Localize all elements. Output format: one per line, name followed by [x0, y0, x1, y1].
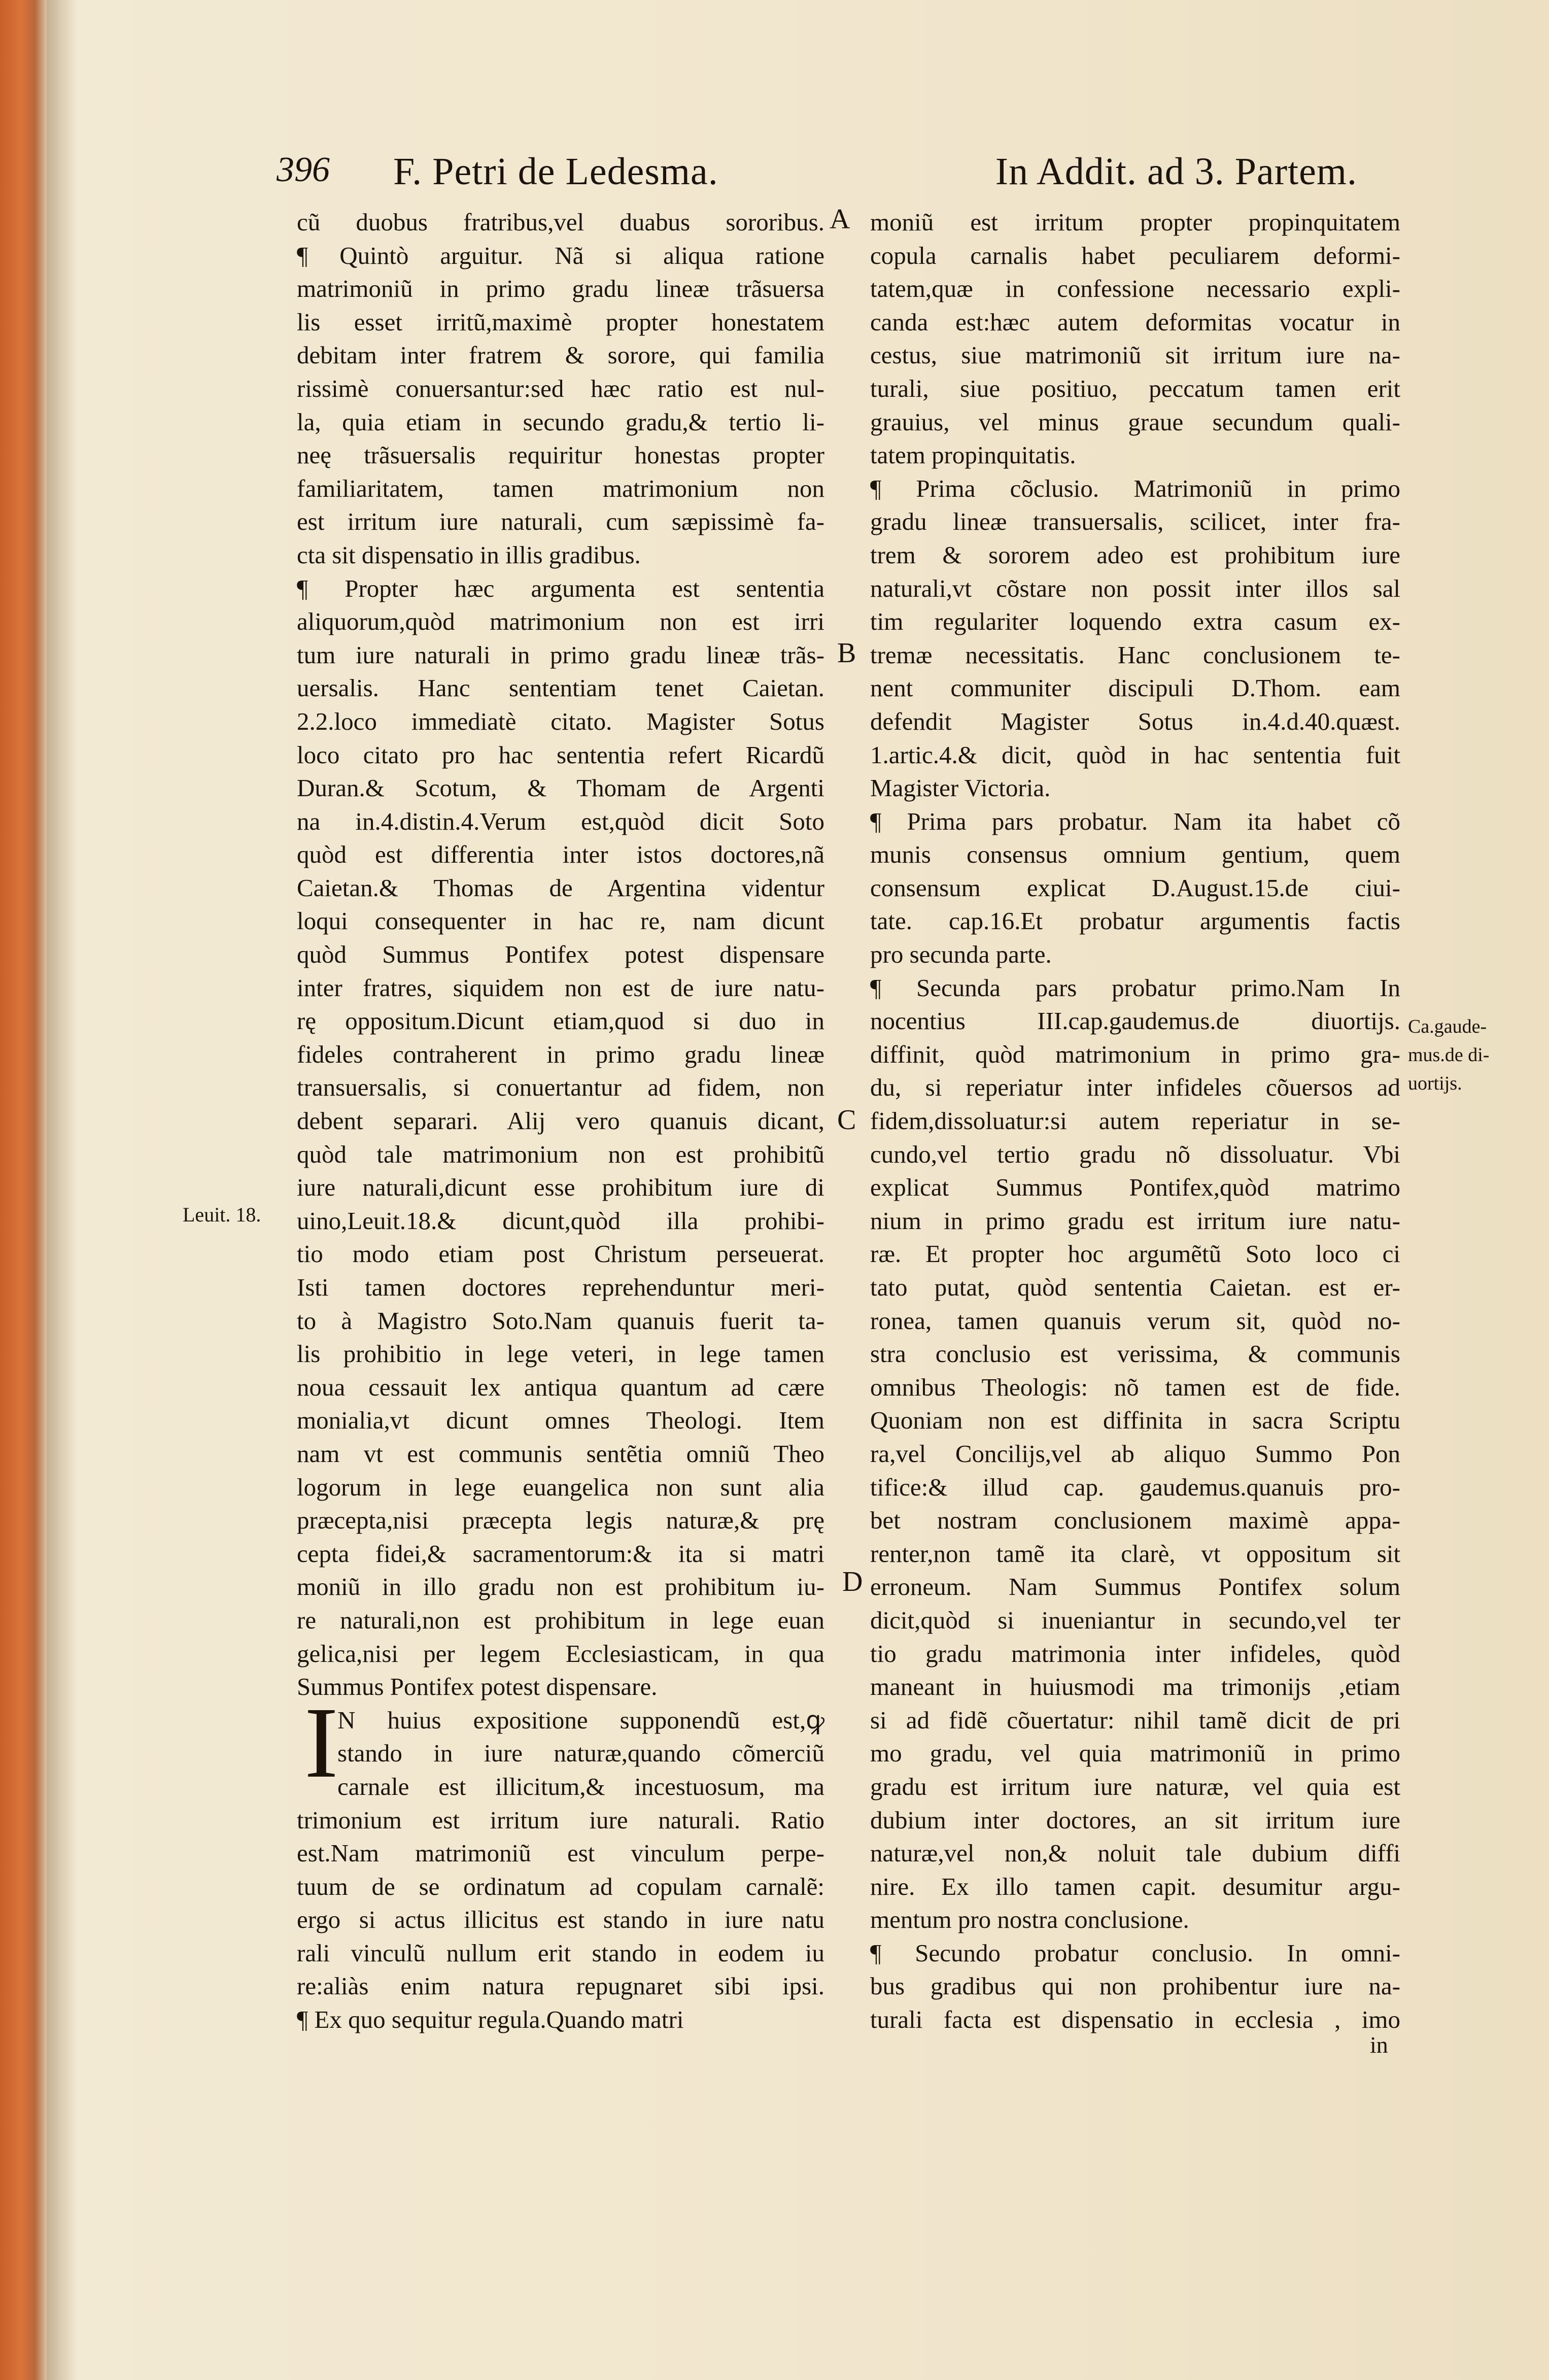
text-line: to à Magistro Soto.Nam quanuis fuerit ta-: [297, 1306, 824, 1335]
text-line: ¶ Secunda pars probatur primo.Nam In: [870, 973, 1400, 1002]
text-line: bet nostram conclusionem maximè appa-: [870, 1506, 1400, 1535]
text-line: N huius expositione supponendũ est,ꝙ: [337, 1706, 824, 1734]
text-line: Isti tamen doctores reprehenduntur meri-: [297, 1273, 824, 1301]
text-line: aliquorum,quòd matrimonium non est irri: [297, 607, 824, 636]
text-line: re naturali,non est prohibitum in lege euan: [297, 1606, 824, 1634]
text-line: cundo,vel tertio gradu nõ dissoluatur. Vbi: [870, 1140, 1400, 1168]
section-letter-a: A: [830, 203, 850, 235]
text-line: debent separari. Alij vero quanuis dicant,: [297, 1107, 824, 1135]
text-line: lis esset irritũ,maximè propter honestatem: [297, 308, 824, 336]
text-line: ræ. Et propter hoc argumẽtũ Soto loco ci: [870, 1240, 1400, 1268]
text-line: mo gradu, vel quia matrimoniũ in primo: [870, 1739, 1400, 1767]
text-line: tim regulariter loquendo extra casum ex-: [870, 607, 1400, 636]
text-line: tum iure naturali in primo gradu lineæ trãs-: [297, 640, 824, 669]
drop-capital: I: [304, 1687, 338, 1799]
text-line: mentum pro nostra conclusione.: [870, 1906, 1189, 1934]
text-line: 1.artic.4.& dicit, quòd in hac sententia fuit: [870, 740, 1400, 769]
text-line: rali vinculũ nullum erit stando in eodem iu: [297, 1939, 824, 1967]
text-line: est.Nam matrimoniũ est vinculum perpe-: [297, 1839, 824, 1867]
text-line: loqui consequenter in hac re, nam dicunt: [297, 907, 824, 935]
text-line: copula carnalis habet peculiarem deformi-: [870, 241, 1400, 269]
text-line: ergo si actus illicitus est stando in iure natu: [297, 1906, 824, 1934]
text-line: nam vt est communis sentẽtia omniũ Theo: [297, 1439, 824, 1468]
text-line: si ad fidẽ cõuertatur: nihil tamẽ dicit de pri: [870, 1706, 1400, 1734]
text-line: fideles contraherent in primo gradu lineæ: [297, 1040, 824, 1068]
section-letter-c: C: [837, 1104, 856, 1136]
text-line: ¶ Quintò arguitur. Nã si aliqua ratione: [297, 241, 824, 269]
left-column: [297, 206, 824, 2036]
text-line: noua cessauit lex antiqua quantum ad cære: [297, 1373, 824, 1401]
text-line: naturæ,vel non,& noluit tale dubium diffi: [870, 1839, 1400, 1867]
text-line: bus gradibus qui non prohibentur iure na-: [870, 1972, 1400, 2000]
text-line: dicit,quòd si inueniantur in secundo,vel ter: [870, 1606, 1400, 1634]
text-line: tifice:& illud cap. gaudemus.quanuis pro-: [870, 1473, 1400, 1501]
text-line: nium in primo gradu est irritum iure natu-: [870, 1206, 1400, 1235]
text-line: debitam inter fratrem & sorore, qui familia: [297, 341, 824, 369]
text-line: naturali,vt cõstare non possit inter illos sal: [870, 574, 1400, 602]
text-line: tate. cap.16.Et probatur argumentis factis: [870, 907, 1400, 935]
text-line: fidem,dissoluatur:si autem reperiatur in se-: [870, 1107, 1400, 1135]
text-line: familiaritatem, tamen matrimonium non: [297, 474, 824, 502]
text-line: Summus Pontifex potest dispensare.: [297, 1673, 658, 1701]
text-line: maneant in huiusmodi ma trimonijs ,etiam: [870, 1673, 1400, 1701]
text-line: consensum explicat D.August.15.de ciui-: [870, 873, 1400, 902]
text-line: loco citato pro hac sententia refert Ricardũ: [297, 740, 824, 769]
text-line: grauius, vel minus graue secundum quali-: [870, 407, 1400, 436]
text-line: quòd Summus Pontifex potest dispensare: [297, 940, 824, 969]
text-line: nire. Ex illo tamen capit. desumitur argu-: [870, 1872, 1400, 1900]
text-line: turali, siue positiuo, peccatum tamen erit: [870, 374, 1400, 402]
text-line: trem & sororem adeo est prohibitum iure: [870, 540, 1400, 569]
text-line: logorum in lege euangelica non sunt alia: [297, 1473, 824, 1501]
text-line: uino,Leuit.18.& dicunt,quòd illa prohibi-: [297, 1206, 824, 1235]
text-line: tatem,quæ in confessione necessario expli-: [870, 275, 1400, 303]
text-line: explicat Summus Pontifex,quòd matrimo: [870, 1173, 1400, 1202]
text-line: Magister Victoria.: [870, 774, 1051, 802]
text-line: quòd tale matrimonium non est prohibitũ: [297, 1140, 824, 1168]
text-line: ¶ Secundo probatur conclusio. In omni-: [870, 1939, 1400, 1967]
right-column: [870, 206, 1400, 2036]
text-line: Duran.& Scotum, & Thomam de Argenti: [297, 774, 824, 802]
text-line: tuum de se ordinatum ad copulam carnalẽ:: [297, 1872, 824, 1900]
text-line: Caietan.& Thomas de Argentina videntur: [297, 873, 824, 902]
text-line: est irritum iure naturali, cum sæpissimè fa-: [297, 507, 824, 536]
text-line: munis consensus omnium gentium, quem: [870, 840, 1400, 869]
text-line: tio modo etiam post Christum perseuerat.: [297, 1240, 824, 1268]
text-line: uersalis. Hanc sententiam tenet Caietan.: [297, 674, 824, 702]
text-line: præcepta,nisi præcepta legis naturæ,& prę: [297, 1506, 824, 1535]
text-line: cestus, siue matrimoniũ sit irritum iure na-: [870, 341, 1400, 369]
text-line: trimonium est irritum iure naturali. Ratio: [297, 1806, 824, 1834]
text-line: na in.4.distin.4.Verum est,quòd dicit Soto: [297, 807, 824, 835]
text-line: ¶ Propter hæc argumenta est sententia: [297, 574, 824, 602]
text-line: ¶ Prima cõclusio. Matrimoniũ in primo: [870, 474, 1400, 502]
text-line: cũ duobus fratribus,vel duabus sororibus.: [297, 208, 824, 236]
text-line: rę oppositum.Dicunt etiam,quod si duo in: [297, 1007, 824, 1035]
text-line: tremæ necessitatis. Hanc conclusionem te-: [870, 640, 1400, 669]
text-line: dubium inter doctores, an sit irritum iure: [870, 1806, 1400, 1834]
text-line: defendit Magister Sotus in.4.d.40.quæst.: [870, 707, 1400, 735]
text-line: transuersalis, si conuertantur ad fidem, non: [297, 1073, 824, 1102]
text-line: moniũ in illo gradu non est prohibitum iu-: [297, 1573, 824, 1601]
catchword: in: [1370, 2032, 1388, 2058]
text-line: iure naturali,dicunt esse prohibitum iure di: [297, 1173, 824, 1202]
text-line: erroneum. Nam Summus Pontifex solum: [870, 1573, 1400, 1601]
text-line: Quoniam non est diffinita in sacra Scriptu: [870, 1406, 1400, 1435]
text-line: gelica,nisi per legem Ecclesiasticam, in qua: [297, 1639, 824, 1668]
text-line: cta sit dispensatio in illis gradibus.: [297, 540, 641, 569]
text-line: nocentius III.cap.gaudemus.de diuortijs.: [870, 1007, 1400, 1035]
text-line: tatem propinquitatis.: [870, 441, 1076, 469]
margin-note-gaudemus: [1408, 1012, 1489, 1098]
text-line: lis prohibitio in lege veteri, in lege tamen: [297, 1340, 824, 1368]
section-letter-d: D: [842, 1566, 863, 1597]
text-line: monialia,vt dicunt omnes Theologi. Item: [297, 1406, 824, 1435]
text-line: pro secunda parte.: [870, 940, 1052, 969]
text-line: cepta fidei,& sacramentorum:& ita si matri: [297, 1539, 824, 1568]
text-line: canda est:hæc autem deformitas vocatur in: [870, 308, 1400, 336]
page-edge: [0, 0, 47, 2380]
text-line: standо in iure naturæ,quando cõmerciũ: [337, 1739, 824, 1767]
margin-note-line: Ca.gaude-: [1408, 1016, 1487, 1037]
text-line: stra conclusio est verissima, & communis: [870, 1340, 1400, 1368]
text-line: la, quia etiam in secundo gradu,& tertio li-: [297, 407, 824, 436]
text-line: ¶ Ex quo sequitur regula.Quando matri: [297, 2005, 684, 2034]
text-line: inter fratres, siquidem non est de iure natu-: [297, 973, 824, 1002]
text-line: rissimè conuersantur:sed hæc ratio est nul-: [297, 374, 824, 402]
text-line: moniũ est irritum propter propinquitatem: [870, 208, 1400, 236]
text-line: du, si reperiatur inter infideles cõuersos ad: [870, 1073, 1400, 1102]
text-line: neę trãsuersalis requiritur honestas propter: [297, 441, 824, 469]
text-line: turali facta est dispensatio in ecclesia , imo: [870, 2005, 1400, 2034]
gutter-shadow: [47, 0, 77, 2380]
margin-note-line: mus.de di-: [1408, 1044, 1490, 1066]
running-title-right: In Addit. ad 3. Partem.: [995, 150, 1357, 193]
text-line: 2.2.loco immediatè citato. Magister Sotus: [297, 707, 824, 735]
text-line: omnibus Theologis: nõ tamen est de fide.: [870, 1373, 1400, 1401]
text-line: renter,non tamẽ ita clarè, vt oppositum sit: [870, 1539, 1400, 1568]
margin-note-line: uortijs.: [1408, 1073, 1462, 1094]
text-line: tio gradu matrimonia inter infideles, quòd: [870, 1639, 1400, 1668]
running-header: [277, 150, 1357, 200]
text-line: gradu lineæ transuersalis, scilicet, inter fra-: [870, 507, 1400, 536]
section-letter-b: B: [837, 637, 856, 669]
text-line: re:aliàs enim natura repugnaret sibi ipsi.: [297, 1972, 824, 2000]
text-line: matrimoniũ in primo gradu lineæ trãsuersa: [297, 275, 824, 303]
text-line: carnale est illicitum,& incestuosum, ma: [337, 1772, 824, 1800]
margin-note-leuit: Leuit. 18.: [183, 1203, 261, 1226]
text-line: ra,vel Concilijs,vel ab aliquo Summo Pon: [870, 1439, 1400, 1468]
text-line: tato putat, quòd sententia Caietan. est er-: [870, 1273, 1400, 1301]
text-line: diffinit, quòd matrimonium in primo gra-: [870, 1040, 1400, 1068]
text-line: ronea, tamen quanuis verum sit, quòd no-: [870, 1306, 1400, 1335]
text-line: nent communiter discipuli D.Thom. eam: [870, 674, 1400, 702]
text-line: gradu est irritum iure naturæ, vel quia est: [870, 1772, 1400, 1800]
text-line: quòd est differentia inter istos doctores,nã: [297, 840, 824, 869]
folio-number: 396: [277, 150, 330, 189]
text-line: ¶ Prima pars probatur. Nam ita habet cõ: [870, 807, 1400, 835]
running-title-left: F. Petri de Ledesma.: [393, 150, 718, 193]
